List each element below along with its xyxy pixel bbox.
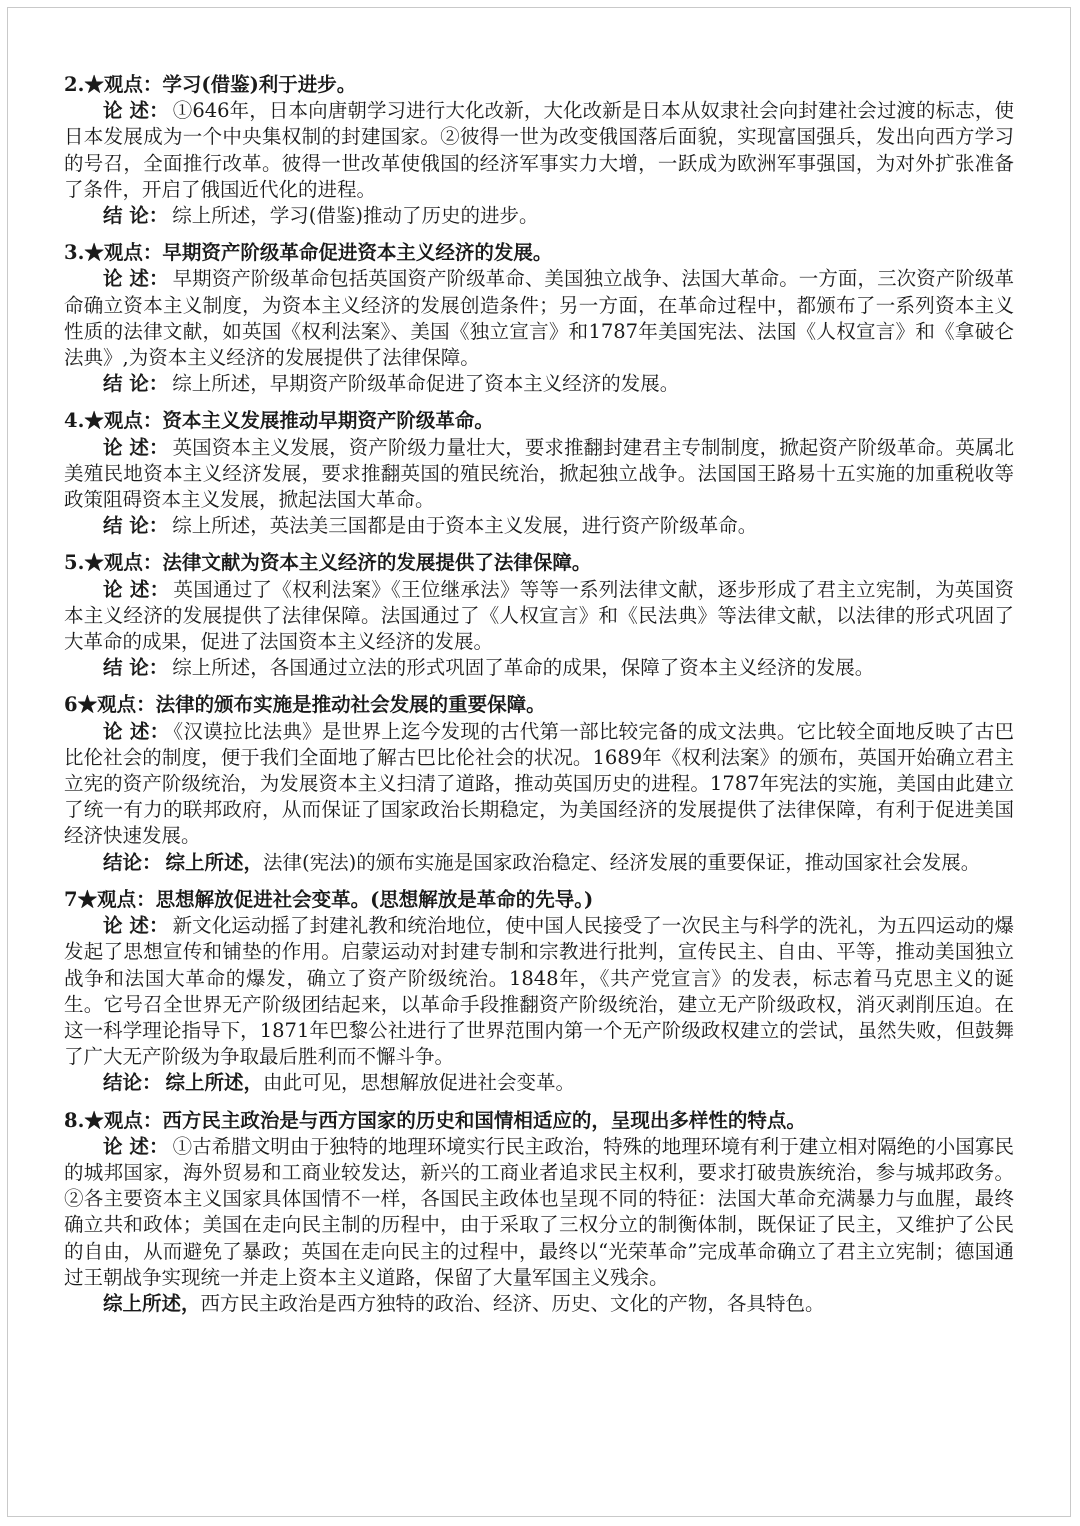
conclusion-paragraph — [64, 203, 1014, 229]
section-5 — [64, 550, 1014, 681]
argument-text: 早期资产阶级革命包括英国资产阶级革命、美国独立战争、法国大革命。一方面，三次资产阶级革命确立资本主义制度，为资本主义经济的发展创造条件；另一方面，在革命过程中，都颁布了一系列资本主义性质的法律文献，如英国《权利法案》、美国《独立宣言》和1787年美国宪法、法国《人权宣言》和《拿破仑法典》,为资本主义经济的发展提供了法律保障。 — [64, 267, 1014, 370]
conclusion-lead: 综上所述， — [103, 1291, 201, 1315]
section-title: 6★观点：法律的颁布实施是推动社会发展的重要保障。 — [64, 693, 546, 717]
section-2 — [64, 72, 1014, 229]
conclusion-paragraph — [64, 1291, 1014, 1317]
section-4 — [64, 408, 1014, 539]
conclusion-label: 结 论： — [103, 656, 169, 680]
section-3 — [64, 240, 1014, 397]
argument-text: 新文化运动摇了封建礼教和统治地位，使中国人民接受了一次民主与科学的洗礼，为五四运动的爆发起了思想宣传和铺垫的作用。启蒙运动对封建专制和宗教进行批判，宣传民主、自由、平等，推动美国独立战争和法国大革命的爆发，确立了资产阶级统治。1848年，《共产党宣言》的发表，标志着马克思主义的诞生。它号召全世界无产阶级团结起来，以革命手段推翻资产阶级统治，建立无产阶级政权，消灭剥削压迫。在这一科学理论指导下，1871年巴黎公社进行了世界范围内第一个无产阶级政权建立的尝试，虽然失败，但鼓舞了广大无产阶级为争取最后胜利而不懈斗争。 — [64, 914, 1014, 1069]
section-title: 8.★观点：西方民主政治是与西方国家的历史和国情相适应的，呈现出多样性的特点。 — [64, 1108, 806, 1132]
section-8 — [64, 1108, 1014, 1318]
argument-label: 论 述： — [103, 719, 170, 743]
argument-label: 论 述： — [103, 435, 169, 459]
conclusion-paragraph — [64, 1070, 1014, 1096]
conclusion-label: 结 论： — [103, 372, 169, 396]
argument-text: ①646年，日本向唐朝学习进行大化改新，大化改新是日本从奴隶社会向封建社会过渡的标志，使日本发展成为一个中央集权制的封建国家。②彼得一世为改变俄国落后面貌，实现富国强兵，发出向西方学习的号召，全面推行改革。彼得一世改革使俄国的经济军事实力大增，一跃成为欧洲军事强国，为对外扩张准备了条件，开启了俄国近代化的进程。 — [64, 99, 1014, 201]
conclusion-lead: 综上所述， — [165, 1071, 264, 1095]
conclusion-label: 结论： — [103, 1071, 162, 1095]
argument-paragraph — [64, 719, 1014, 850]
argument-label: 论 述： — [103, 267, 169, 291]
section-6 — [64, 692, 1014, 875]
argument-paragraph — [64, 435, 1014, 514]
section-title: 5.★观点：法律文献为资本主义经济的发展提供了法律保障。 — [64, 551, 592, 575]
argument-paragraph — [64, 266, 1014, 371]
conclusion-text: 综上所述，各国通过立法的形式巩固了革命的成果，保障了资本主义经济的发展。 — [172, 656, 875, 680]
argument-text: ①古希腊文明由于独特的地理环境实行民主政治，特殊的地理环境有利于建立相对隔绝的小国寡民的城邦国家，海外贸易和工商业较发达，新兴的工商业者追求民主权利，要求打破贵族统治，参与城邦政务。②各主要资本主义国家具体国情不一样，各国民主政体也呈现不同的特征：法国大革命充满暴力与血腥，最终确立共和政体；美国在走向民主制的历程中，由于采取了三权分立的制衡体制，既保证了民主，又维护了公民的自由，从而避免了暴政；英国在走向民主的过程中，最终以“光荣革命”完成革命确立了君主立宪制；德国通过王朝战争实现统一并走上资本主义道路，保留了大量军国主义残余。 — [64, 1134, 1014, 1289]
conclusion-paragraph — [64, 655, 1014, 681]
document-content — [64, 72, 1014, 1317]
argument-paragraph — [64, 913, 1014, 1070]
conclusion-paragraph — [64, 513, 1014, 539]
argument-label: 论 述： — [103, 99, 169, 123]
section-title: 7★观点：思想解放促进社会变革。(思想解放是革命的先导。) — [64, 887, 594, 911]
conclusion-label: 结 论： — [103, 514, 169, 538]
argument-text: 《汉谟拉比法典》是世界上迄今发现的古代第一部比较完备的成文法典。它比较全面地反映了古巴比伦社会的制度，便于我们全面地了解古巴比伦社会的状况。1689年《权利法案》的颁布，英国开始确立君主立宪的资产阶级统治，为发展资本主义扫清了道路，推动英国历史的进程。1787年宪法的实施，美国由此建立了统一有力的联邦政府，从而保证了国家政治长期稳定，为美国经济的发展提供了法律保障，有利于促进美国经济快速发展。 — [64, 719, 1014, 848]
conclusion-text: 由此可见，思想解放促进社会变革。 — [263, 1071, 576, 1095]
section-7 — [64, 887, 1014, 1097]
conclusion-text: 西方民主政治是西方独特的政治、经济、历史、文化的产物，各具特色。 — [200, 1291, 825, 1315]
argument-paragraph — [64, 577, 1014, 656]
document-page — [7, 7, 1071, 1517]
conclusion-label: 结 论： — [103, 204, 169, 228]
argument-label: 论 述： — [103, 914, 169, 938]
argument-paragraph — [64, 1134, 1014, 1291]
conclusion-text: 综上所述，早期资产阶级革命促进了资本主义经济的发展。 — [172, 372, 680, 396]
conclusion-paragraph — [64, 371, 1014, 397]
conclusion-lead: 综上所述， — [165, 850, 264, 874]
argument-text: 英国通过了《权利法案》《王位继承法》等等一系列法律文献，逐步形成了君主立宪制，为英国资本主义经济的发展提供了法律保障。法国通过了《人权宣言》和《民法典》等法律文献，以法律的形式巩固了大革命的成果，促进了法国资本主义经济的发展。 — [64, 577, 1014, 654]
argument-label: 论 述： — [103, 1134, 169, 1158]
argument-text: 英国资本主义发展，资产阶级力量壮大，要求推翻封建君主专制制度，掀起资产阶级革命。英属北美殖民地资本主义经济发展，要求推翻英国的殖民统治，掀起独立战争。法国国王路易十五实施的加重税收等政策阻碍资本主义发展，掀起法国大革命。 — [64, 435, 1014, 512]
argument-paragraph — [64, 98, 1014, 203]
section-title: 2.★观点：学习(借鉴)利于进步。 — [64, 73, 357, 96]
conclusion-text: 综上所述，学习(借鉴)推动了历史的进步。 — [172, 204, 539, 228]
section-title: 3.★观点：早期资产阶级革命促进资本主义经济的发展。 — [64, 241, 553, 265]
conclusion-text: 综上所述，英法美三国都是由于资本主义发展，进行资产阶级革命。 — [172, 514, 758, 538]
section-title: 4.★观点：资本主义发展推动早期资产阶级革命。 — [64, 409, 494, 433]
conclusion-label: 结论： — [103, 850, 162, 874]
argument-label: 论 述： — [103, 577, 170, 601]
conclusion-paragraph — [64, 850, 1014, 876]
conclusion-text: 法律(宪法)的颁布实施是国家政治稳定、经济发展的重要保证，推动国家社会发展。 — [263, 850, 981, 874]
